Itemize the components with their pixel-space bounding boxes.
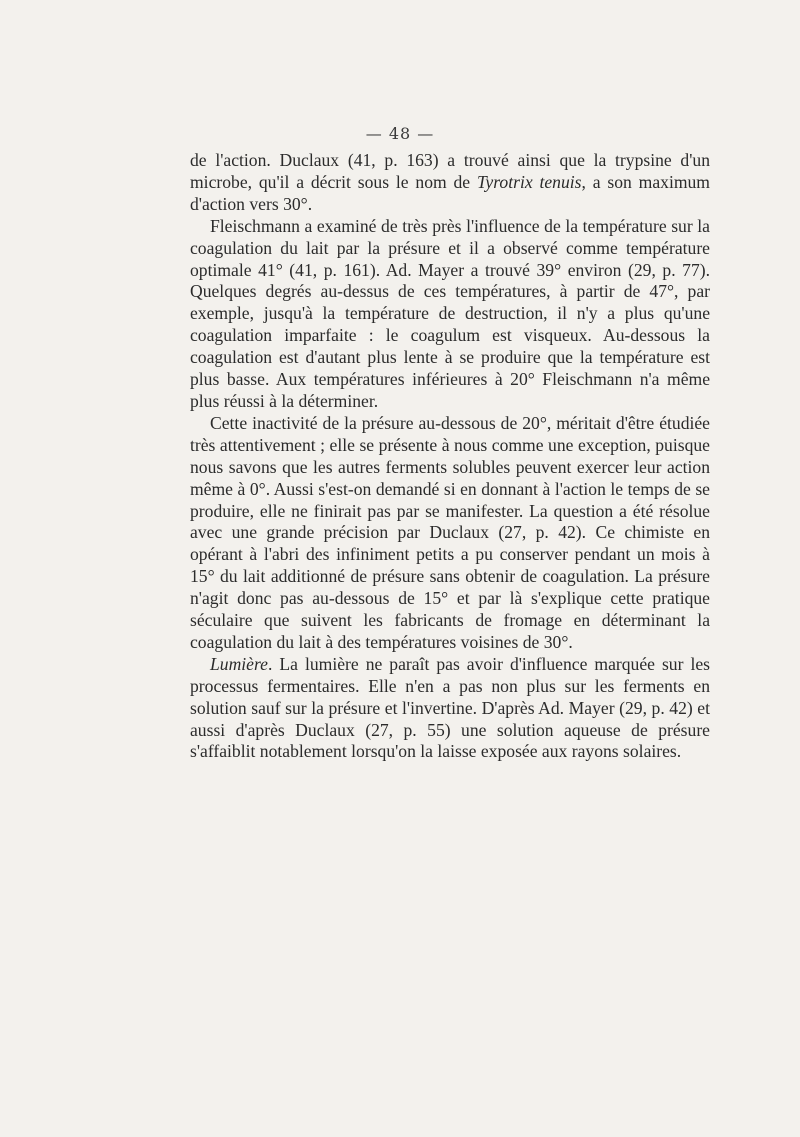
text-segment: Fleischmann a examiné de très près l'influence de la température sur la coagulation du lait par la présure et il a observé comme température optimale 41° (41, p. 161). Ad. Mayer a trouvé 39° environ (29, p. 77). Quelques degrés au-dessus de ces températures, à partir de 47°, par exemple, jusqu'à la température de destruction, il n'y a plus qu'une coagulation imparfaite : le coagulum est visqueux. Au-dessous la coagulation est d'autant plus lente à se produire que la température est plus basse. Aux températures inférieures à 20° Fleischmann n'a même plus réussi à la déterminer. [190, 215, 710, 411]
italic-term: Tyrotrix tenuis [476, 171, 582, 192]
paragraph [190, 216, 710, 413]
body-text [190, 150, 710, 763]
text-segment: Cette inactivité de la présure au-dessous de 20°, méritait d'être étudiée très attentivement ; elle se présente à nous comme une exception, puisque nous savons que les autres ferments solubles peuvent exercer leur action même à 0°. Aussi s'est-on demandé si en donnant à l'action le temps de se produire, elle ne finirait pas par se manifester. La question a été résolue avec une grande précision par Duclaux (27, p. 42). Ce chimiste en opérant à l'abri des infiniment petits a pu conserver pendant un mois à 15° du lait additionné de présure sans obtenir de coagulation. La présure n'agit donc pas au-dessous de 15° et par là s'explique cette pratique séculaire que suivent les fabricants de fromage en déterminant la coagulation du lait à des températures voisines de 30°. [190, 412, 710, 652]
page-number: — 48 — [365, 124, 435, 143]
italic-term: Lumière [210, 653, 268, 674]
text-segment: , a son maximum d'action vers 30°. [190, 171, 710, 214]
text-segment: . La lumière ne paraît pas avoir d'influence marquée sur les processus fermentaires. Elle n'en a pas non plus sur les ferments en solution sauf sur la présure et l'invertine. D'après Ad. Mayer (29, p. 42) et aussi d'après Duclaux (27, p. 55) une solution aqueuse de présure s'affaiblit notablement lorsqu'on la laisse exposée aux rayons solaires. [190, 653, 710, 762]
paragraph [190, 150, 710, 216]
text-segment: de l'action. Duclaux (41, p. 163) a trouvé ainsi que la trypsine d'un microbe, qu'il a décrit sous le nom de [190, 150, 710, 192]
paragraph [190, 413, 710, 654]
paragraph [190, 654, 710, 764]
